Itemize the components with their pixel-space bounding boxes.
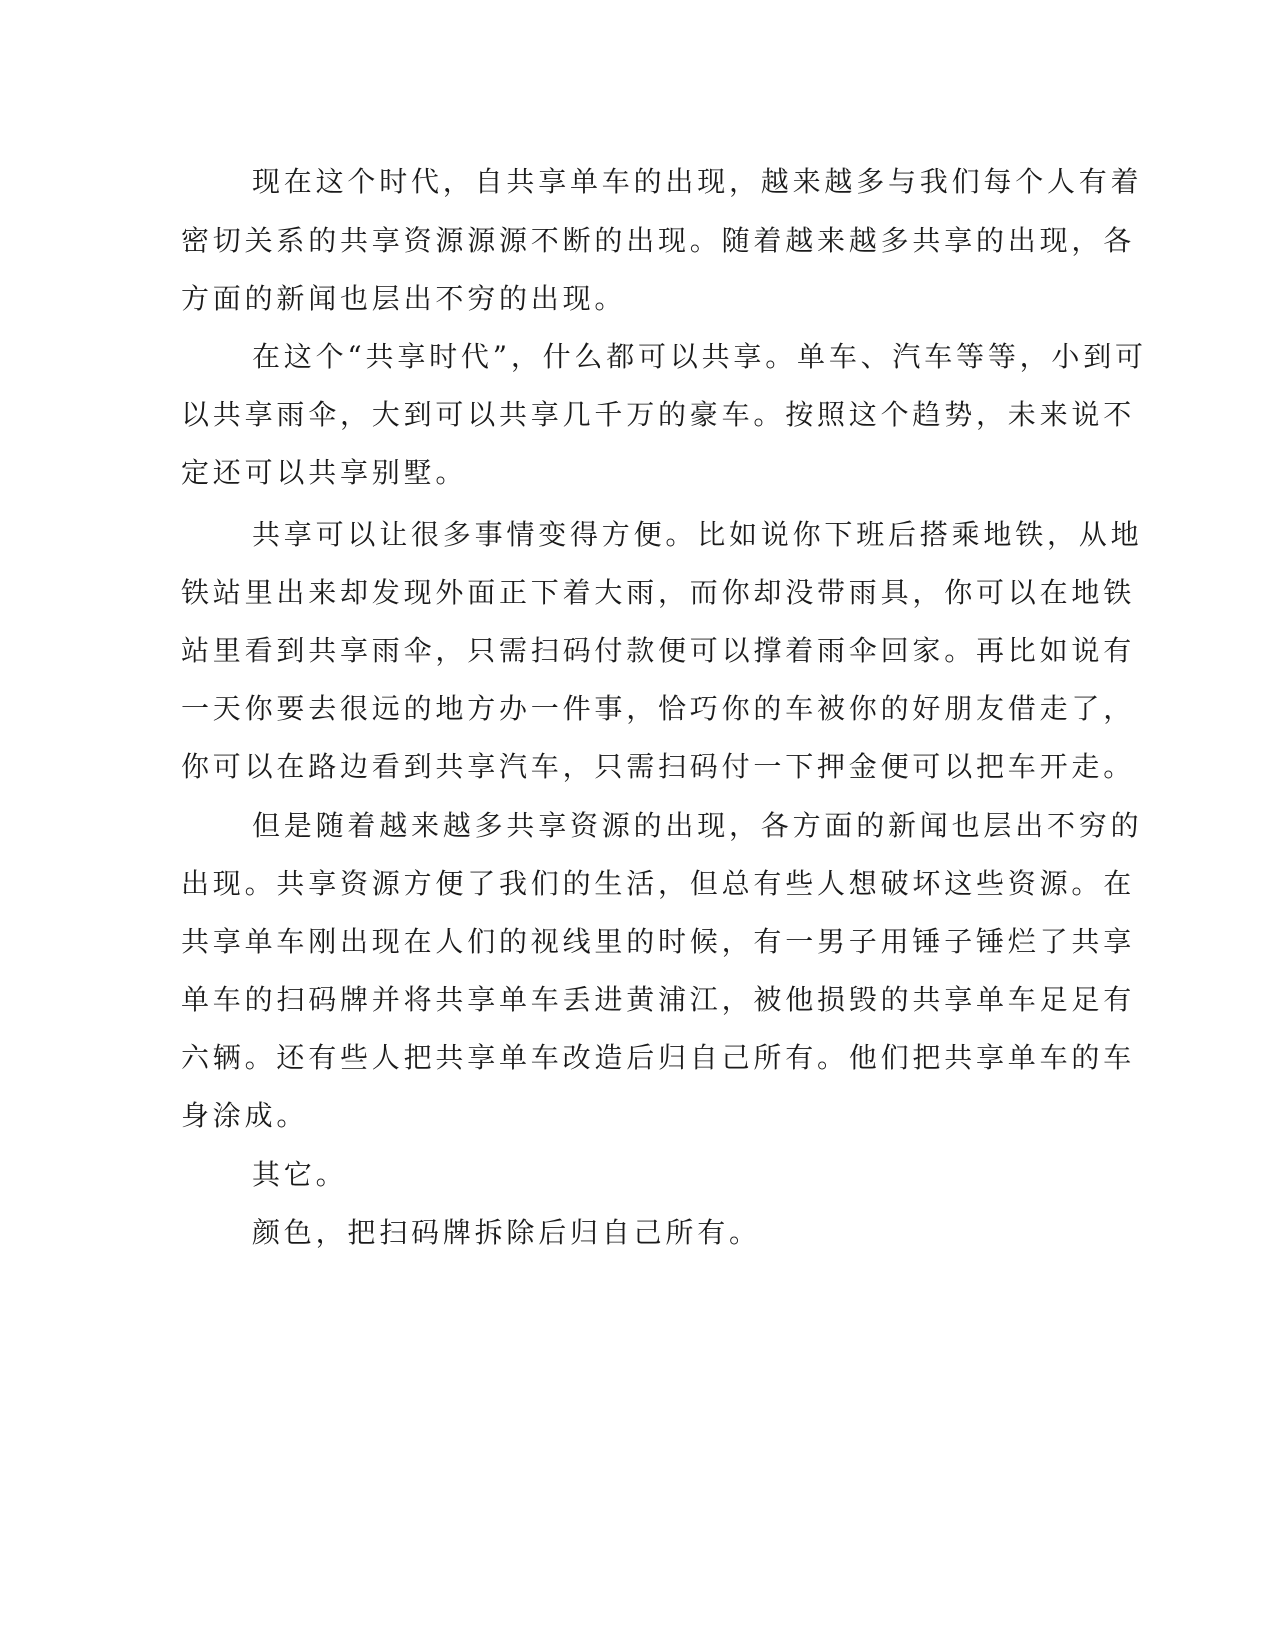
paragraph-line: 铁站里出来却发现外面正下着大雨，而你却没带雨具，你可以在地铁 — [181, 576, 1136, 609]
paragraph-line: 其它。 — [252, 1158, 348, 1191]
paragraph-line: 方面的新闻也层出不穷的出现。 — [181, 282, 627, 315]
paragraph-line: 共享单车刚出现在人们的视线里的时候，有一男子用锤子锤烂了共享 — [181, 925, 1136, 958]
paragraph-line: 共享可以让很多事情变得方便。比如说你下班后搭乘地铁，从地 — [252, 518, 1143, 551]
paragraph-line: 身涂成。 — [181, 1099, 309, 1132]
paragraph-line: 现在这个时代，自共享单车的出现，越来越多与我们每个人有着 — [252, 165, 1143, 198]
paragraph-line: 但是随着越来越多共享资源的出现，各方面的新闻也层出不穷的 — [252, 809, 1143, 842]
paragraph-line: 六辆。还有些人把共享单车改造后归自己所有。他们把共享单车的车 — [181, 1041, 1136, 1074]
paragraph-line: 单车的扫码牌并将共享单车丢进黄浦江，被他损毁的共享单车足足有 — [181, 983, 1136, 1016]
paragraph-line: 颜色，把扫码牌拆除后归自己所有。 — [252, 1216, 761, 1249]
paragraph-line: 你可以在路边看到共享汽车，只需扫码付一下押金便可以把车开走。 — [181, 750, 1136, 783]
paragraph-line: 站里看到共享雨伞，只需扫码付款便可以撑着雨伞回家。再比如说有 — [181, 634, 1136, 667]
paragraph-line: 在这个“共享时代”，什么都可以共享。单车、汽车等等，小到可 — [252, 340, 1147, 373]
paragraph-line: 定还可以共享别墅。 — [181, 456, 468, 489]
paragraph-line: 一天你要去很远的地方办一件事，恰巧你的车被你的好朋友借走了， — [181, 692, 1136, 725]
paragraph-line: 密切关系的共享资源源源不断的出现。随着越来越多共享的出现，各 — [181, 224, 1136, 257]
paragraph-line: 以共享雨伞，大到可以共享几千万的豪车。按照这个趋势，未来说不 — [181, 398, 1136, 431]
paragraph-line: 出现。共享资源方便了我们的生活，但总有些人想破坏这些资源。在 — [181, 867, 1136, 900]
